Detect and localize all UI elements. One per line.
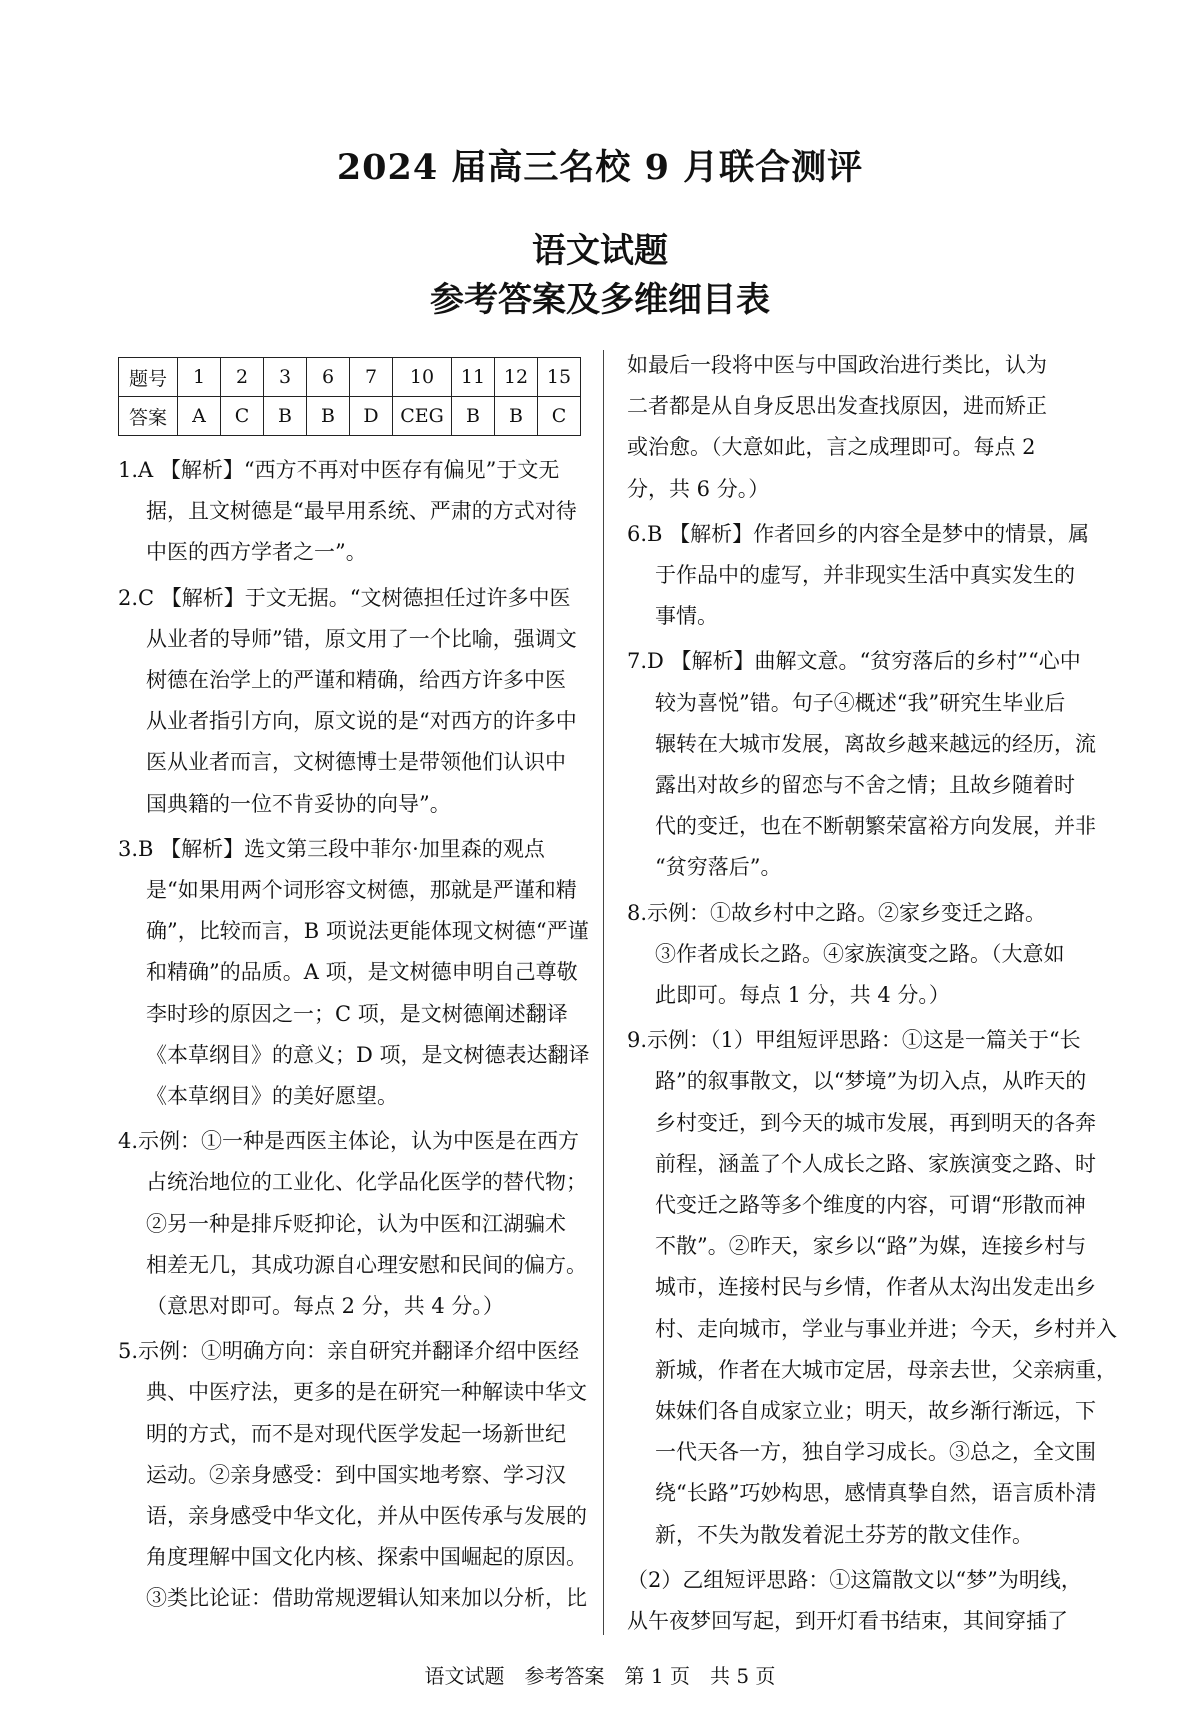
answer-item — [627, 514, 1089, 638]
answer-item — [627, 1560, 1089, 1642]
text-line: 代变迁之路等多个维度的内容，可谓“形散而神 — [655, 1193, 1086, 1218]
text-line: 新城，作者在大城市定居，母亲去世，父亲病重， — [655, 1357, 1117, 1382]
continued-paragraph — [627, 345, 1089, 510]
page-footer: 语文试题 参考答案 第 1 页 共 5 页 — [424, 1664, 776, 1688]
answer-cell: C — [538, 397, 581, 436]
answer-cell: A — [178, 397, 221, 436]
text-line: ②另一种是排斥贬抑论，认为中医和江湖骗术 — [146, 1211, 566, 1236]
text-line: 4.示例：①一种是西医主体论，认为中医是在西方 — [118, 1129, 580, 1154]
answer-cell: C — [221, 397, 264, 436]
row-label: 答案 — [119, 397, 178, 436]
question-number: 2 — [221, 358, 264, 397]
text-line: 典、中医疗法，更多的是在研究一种解读中华文 — [146, 1380, 587, 1405]
left-column — [118, 450, 590, 1624]
text-line: 角度理解中国文化内核、探索中国崛起的原因。 — [146, 1545, 587, 1570]
answer-item — [627, 893, 1089, 1017]
text-line: 医从业者而言，文树德博士是带领他们认识中 — [146, 750, 566, 775]
text-line: 或治愈。（大意如此，言之成理即可。每点 2 — [627, 435, 1036, 460]
text-line: 路”的叙事散文，以“梦境”为切入点，从昨天的 — [655, 1069, 1087, 1094]
answer-table — [118, 357, 581, 436]
text-line: 3.B 【解析】选文第三段中菲尔·加里森的观点 — [118, 836, 545, 861]
text-line: 妹妹们各自成家立业；明天，故乡渐行渐远，下 — [655, 1399, 1096, 1424]
question-number: 11 — [452, 358, 495, 397]
text-line: ③作者成长之路。④家族演变之路。（大意如 — [655, 941, 1065, 966]
text-line: 辗转在大城市发展，离故乡越来越远的经历，流 — [655, 731, 1096, 756]
text-line: 从业者的导师”错，原文用了一个比喻，强调文 — [146, 626, 577, 651]
text-line: 从午夜梦回写起，到开灯看书结束，其间穿插了 — [627, 1609, 1068, 1634]
answer-item — [118, 1121, 590, 1327]
text-line: 8.示例：①故乡村中之路。②家乡变迁之路。 — [627, 900, 1047, 925]
text-line: 分，共 6 分。） — [627, 476, 770, 501]
text-line: 确”，比较而言，B 项说法更能体现文树德“严谨 — [146, 919, 589, 944]
text-line: 1.A 【解析】“西方不再对中医存有偏见”于文无 — [118, 458, 560, 482]
text-line: 据，且文树德是“最早用系统、严肃的方式对待 — [146, 499, 577, 524]
question-number-row — [119, 358, 581, 397]
text-line: 从业者指引方向，原文说的是“对西方的许多中 — [146, 709, 577, 734]
text-line: “贫穷落后”。 — [655, 855, 782, 880]
text-line: 较为喜悦”错。句子④概述“我”研究生毕业后 — [655, 690, 1066, 715]
text-line: 代的变迁，也在不断朝繁荣富裕方向发展，并非 — [655, 814, 1096, 839]
answer-cell: CEG — [393, 397, 452, 436]
text-line: 不散”。②昨天，家乡以“路”为媒，连接乡村与 — [655, 1234, 1087, 1259]
right-column — [627, 345, 1117, 1646]
answer-key-title: 参考答案及多维细目表 — [430, 280, 770, 320]
text-line: 《本草纲目》的意义；D 项，是文树德表达翻译 — [146, 1042, 590, 1067]
text-line: 语，亲身感受中华文化，并从中医传承与发展的 — [146, 1504, 587, 1529]
text-line: 9.示例：（1）甲组短评思路：①这是一篇关于“长 — [627, 1028, 1081, 1053]
text-line: 李时珍的原因之一；C 项，是文树德阐述翻译 — [146, 1001, 568, 1026]
answer-item — [627, 1020, 1117, 1556]
answer-item — [118, 829, 590, 1117]
row-label: 题号 — [119, 358, 178, 397]
answer-item — [627, 641, 1096, 888]
text-line: 城市，连接村民与乡情，作者从太沟出发走出乡 — [655, 1275, 1096, 1300]
text-line: 中医的西方学者之一”。 — [146, 540, 367, 565]
answer-row — [119, 397, 581, 436]
text-line: 相差无几，其成功源自心理安慰和民间的偏方。 — [146, 1252, 587, 1277]
text-line: 6.B 【解析】作者回乡的内容全是梦中的情景，属 — [627, 521, 1090, 546]
answer-cell: B — [307, 397, 350, 436]
question-number: 10 — [393, 358, 452, 397]
text-line: 村、走向城市，学业与事业并进；今天，乡村并入 — [655, 1316, 1117, 1341]
text-line: （意思对即可。每点 2 分，共 4 分。） — [146, 1294, 504, 1319]
text-line: 前程，涵盖了个人成长之路、家族演变之路、时 — [655, 1151, 1096, 1176]
text-line: ③类比论证：借助常规逻辑认知来加以分析，比 — [146, 1586, 587, 1611]
text-line: （2）乙组短评思路：①这篇散文以“梦”为明线， — [627, 1567, 1082, 1592]
text-line: 7.D 【解析】曲解文意。“贫穷落后的乡村”“心中 — [627, 649, 1081, 674]
text-line: 是“如果用两个词形容文树德，那就是严谨和精 — [146, 878, 577, 903]
question-number: 3 — [264, 358, 307, 397]
text-line: 如最后一段将中医与中国政治进行类比，认为 — [627, 353, 1047, 377]
answer-item — [118, 578, 590, 825]
main-title: 2024 届高三名校 9 月联合测评 — [336, 147, 864, 188]
answer-cell: B — [264, 397, 307, 436]
question-number: 15 — [538, 358, 581, 397]
answer-item — [118, 1331, 590, 1619]
text-line: 此即可。每点 1 分，共 4 分。） — [655, 983, 950, 1008]
answer-cell: B — [452, 397, 495, 436]
text-line: 一代天各一方，独自学习成长。③总之，全文围 — [655, 1440, 1096, 1465]
text-line: 5.示例：①明确方向：亲自研究并翻译介绍中医经 — [118, 1339, 580, 1364]
text-line: 2.C 【解析】于文无据。“文树德担任过许多中医 — [118, 585, 571, 610]
column-divider — [603, 350, 604, 1635]
question-number: 7 — [350, 358, 393, 397]
text-line: 运动。②亲身感受：到中国实地考察、学习汉 — [146, 1462, 566, 1487]
text-line: 国典籍的一位不肯妥协的向导”。 — [146, 791, 451, 816]
text-line: 乡村变迁，到今天的城市发展，再到明天的各奔 — [655, 1110, 1096, 1135]
text-line: 树德在治学上的严谨和精确，给西方许多中医 — [146, 668, 566, 693]
text-line: 明的方式，而不是对现代医学发起一场新世纪 — [146, 1421, 566, 1446]
text-line: 和精确”的品质。A 项，是文树德申明自己尊敬 — [146, 960, 578, 985]
question-number: 6 — [307, 358, 350, 397]
text-line: 新，不失为散发着泥土芬芳的散文佳作。 — [655, 1522, 1033, 1547]
text-line: 事情。 — [655, 604, 718, 629]
answer-cell: D — [350, 397, 393, 436]
text-line: 《本草纲目》的美好愿望。 — [146, 1084, 398, 1109]
text-line: 二者都是从自身反思出发查找原因，进而矫正 — [627, 394, 1047, 419]
text-line: 绕“长路”巧妙构思，感情真挚自然，语言质朴清 — [655, 1481, 1097, 1506]
answer-item — [118, 450, 590, 574]
answer-cell: B — [495, 397, 538, 436]
text-line: 占统治地位的工业化、化学品化医学的替代物； — [146, 1170, 587, 1195]
text-line: 于作品中的虚写，并非现实生活中真实发生的 — [655, 563, 1075, 588]
subject-title: 语文试题 — [532, 231, 668, 271]
text-line: 露出对故乡的留恋与不舍之情；且故乡随着时 — [655, 773, 1075, 798]
question-number: 1 — [178, 358, 221, 397]
question-number: 12 — [495, 358, 538, 397]
